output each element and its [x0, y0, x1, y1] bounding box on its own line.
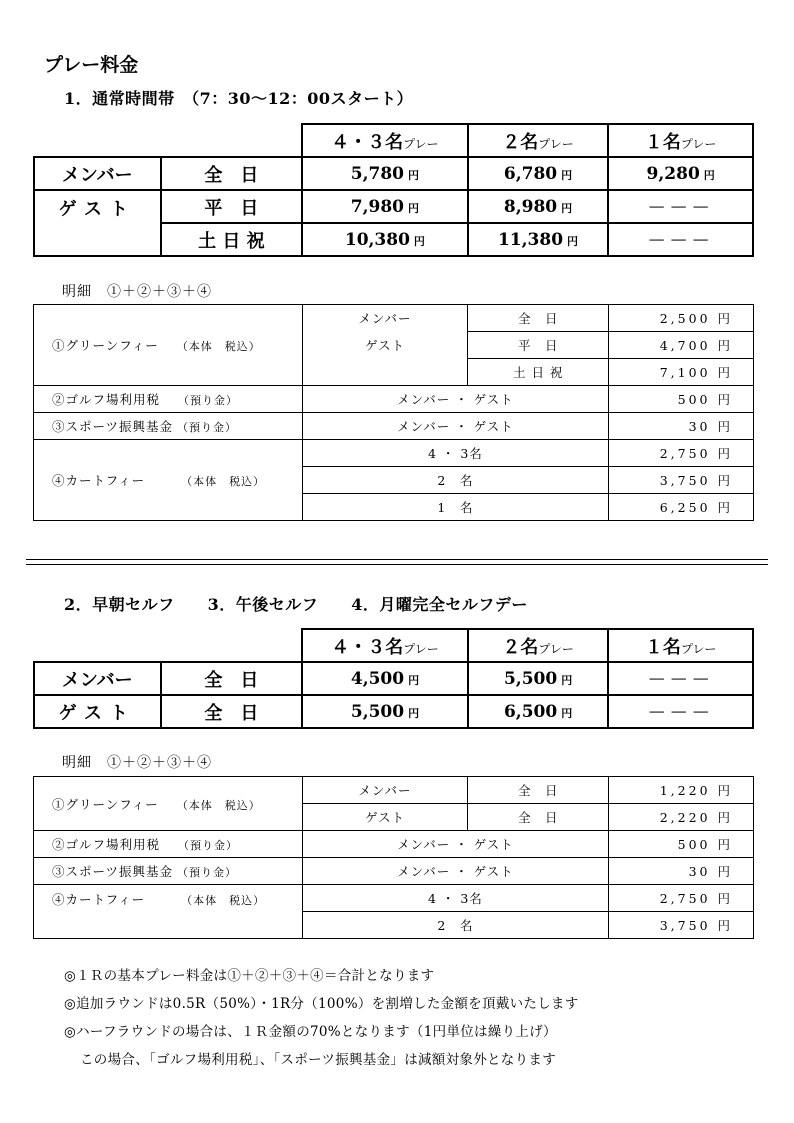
detail-label: 明細 ①＋②＋③＋④	[62, 284, 212, 300]
cell-text: （預り金）	[178, 394, 239, 407]
divider	[26, 559, 768, 560]
cell-text: ②ゴルフ場利用税	[52, 392, 161, 407]
table-cell: 4 ・ 3名	[302, 440, 608, 467]
table-cell	[34, 124, 161, 157]
cell-text: （本体 税込）	[176, 798, 261, 812]
cell-text: 5,780	[350, 163, 404, 184]
table-cell	[302, 629, 468, 662]
table-cell: 6,250 円	[609, 494, 754, 521]
cell-text: 円	[561, 673, 573, 687]
cell-text: （本体 税込）	[176, 340, 261, 353]
cell-text: 円	[408, 673, 420, 687]
cell-text: ２名	[502, 131, 539, 153]
table-cell: 1,220 円	[609, 777, 754, 804]
note-4: この場合、「ゴルフ場利用税」、「スポーツ振興基金」は減額対象外となります	[80, 1052, 557, 1068]
cell-text: （本体 税込）	[181, 475, 266, 488]
cell-text: （預り金）	[178, 839, 239, 852]
cell-text: ③スポーツ振興基金	[52, 864, 174, 879]
table-cell	[302, 223, 468, 256]
table-cell: 4,700 円	[609, 332, 754, 359]
cell-text: 6,780	[503, 163, 558, 184]
divider	[26, 564, 768, 565]
cell-text: プレー	[538, 136, 574, 151]
cell-text: ③スポーツ振興基金	[52, 419, 174, 434]
cell-text: 8,980	[503, 196, 558, 217]
header-2	[468, 124, 609, 157]
section1-price-table	[33, 123, 754, 257]
cell-text: （本体 税込）	[181, 894, 266, 907]
table-cell: 1 名	[302, 494, 608, 521]
cell-text: １名	[644, 131, 681, 153]
cell-text: プレー	[680, 136, 717, 151]
table-cell: ゲスト	[302, 332, 468, 386]
table-cell	[302, 662, 468, 695]
table-cell	[34, 305, 303, 386]
table-cell: 7,100 円	[609, 359, 754, 386]
table-cell	[608, 629, 753, 662]
cell-text: ④カートフィー	[52, 473, 146, 488]
guest-label: ゲスト	[34, 190, 161, 256]
table-cell: 30 円	[609, 858, 754, 885]
cell-text: ④カートフィー	[52, 892, 146, 907]
cell-text: 円	[703, 168, 715, 182]
table-cell	[468, 190, 609, 223]
cell-text: ２名	[502, 636, 539, 658]
cell-text: 円	[561, 168, 573, 182]
table-cell	[34, 777, 303, 831]
table-cell: メンバー ・ ゲスト	[302, 386, 608, 413]
table-cell	[468, 157, 609, 190]
cell-text: 4,500	[350, 668, 405, 689]
table-cell: 500 円	[609, 386, 754, 413]
table-cell: －－－	[608, 662, 753, 695]
table-cell	[161, 124, 303, 157]
header-1	[608, 124, 753, 157]
cell-text: 5,500	[350, 701, 405, 722]
cell-text: 11,380	[497, 229, 564, 250]
table-cell	[34, 831, 303, 858]
cell-text: 円	[408, 168, 419, 182]
table-cell: 全 日	[161, 695, 303, 728]
cell-text: プレー	[538, 641, 574, 656]
cell-text: プレー	[403, 641, 439, 656]
table-cell	[34, 386, 303, 413]
table-cell	[468, 662, 609, 695]
table-cell: 4 ・ 3名	[302, 885, 608, 912]
table-cell: 全 日	[468, 804, 609, 831]
table-cell	[302, 157, 468, 190]
table-cell: メンバー	[302, 777, 468, 804]
table-cell: ゲスト	[302, 804, 468, 831]
note-2: ◎追加ラウンドは0.5R（50%）・1R分（100%）を割増した金額を頂戴いたします	[64, 996, 579, 1012]
table-cell	[34, 440, 303, 521]
table-cell: －－－	[608, 695, 753, 728]
table-cell: ゲスト	[34, 695, 161, 728]
table-cell	[34, 629, 161, 662]
table-cell: 2,220 円	[609, 804, 754, 831]
table-cell: 3,750 円	[609, 912, 754, 939]
table-cell	[34, 885, 303, 939]
table-cell: 全 日	[161, 662, 303, 695]
table-cell: 平 日	[468, 332, 609, 359]
table-cell	[468, 695, 609, 728]
header-4-3	[302, 124, 468, 157]
table-cell: 土 日 祝	[468, 359, 609, 386]
table-cell: 2,750 円	[609, 440, 754, 467]
note-1: ◎１Ｒの基本プレー料金は①＋②＋③＋④＝合計となります	[64, 968, 435, 984]
table-cell: 2 名	[302, 467, 608, 494]
cell-text: ４・３名	[331, 131, 404, 153]
cell-text: 円	[413, 234, 425, 248]
cell-text: １名	[644, 636, 681, 658]
cell-text: 10,380	[344, 229, 410, 250]
cell-text: 円	[408, 706, 420, 720]
table-cell	[468, 223, 609, 256]
table-cell: メンバー	[302, 305, 468, 332]
cell-text: （預り金）	[177, 421, 238, 434]
page-title: プレー料金	[44, 54, 139, 76]
table-cell: 土 日 祝	[161, 223, 303, 256]
cell-text: （預り金）	[177, 866, 238, 879]
member-label: メンバー	[34, 157, 161, 190]
cell-text: ①グリーンフィー	[52, 338, 159, 353]
cell-text: 円	[567, 234, 579, 248]
table-cell: 500 円	[609, 831, 754, 858]
table-cell: 平 日	[161, 190, 303, 223]
note-3: ◎ハーフラウンドの場合は、１Ｒ金額の70%となります（1円単位は繰り上げ）	[64, 1024, 557, 1040]
table-cell: 30 円	[609, 413, 754, 440]
table-cell	[34, 413, 303, 440]
section2-heading: 2．早朝セルフ 3．午後セルフ 4．月曜完全セルフデー	[64, 595, 528, 614]
cell-text: ４・３名	[331, 636, 404, 658]
table-cell: メンバー ・ ゲスト	[302, 858, 608, 885]
table-cell: メンバー ・ ゲスト	[302, 413, 608, 440]
table-cell	[161, 629, 303, 662]
table-cell: 全 日	[161, 157, 303, 190]
table-cell: メンバー	[34, 662, 161, 695]
cell-text: 円	[408, 201, 419, 215]
cell-text: 7,980	[350, 196, 404, 217]
table-cell	[302, 190, 468, 223]
section1-detail-table	[33, 304, 754, 521]
cell-text: 円	[561, 201, 573, 215]
table-cell: －－－	[608, 223, 753, 256]
cell-text: 6,500	[503, 701, 558, 722]
table-cell: －－－	[608, 190, 753, 223]
table-cell	[468, 629, 609, 662]
section2-price-table	[33, 628, 754, 729]
section1-heading: 1．通常時間帯 （7：30～12：00スタート）	[64, 89, 414, 108]
table-cell	[302, 695, 468, 728]
table-cell: 2,750 円	[609, 885, 754, 912]
cell-text: 9,280	[646, 163, 700, 184]
cell-text: ①グリーンフィー	[52, 796, 159, 812]
table-cell: 3,750 円	[609, 467, 754, 494]
section2-detail-table	[33, 776, 754, 939]
cell-text: ②ゴルフ場利用税	[52, 837, 161, 852]
cell-text: プレー	[403, 136, 439, 151]
table-cell	[608, 157, 753, 190]
table-cell: 全 日	[468, 305, 609, 332]
cell-text: プレー	[680, 641, 717, 656]
table-cell: 2 名	[302, 912, 608, 939]
table-cell: メンバー ・ ゲスト	[302, 831, 608, 858]
table-cell: 2,500 円	[609, 305, 754, 332]
detail-label-2: 明細 ①＋②＋③＋④	[62, 755, 212, 771]
cell-text: 円	[561, 706, 573, 720]
table-cell	[34, 858, 303, 885]
cell-text: 5,500	[503, 668, 558, 689]
table-cell: 全 日	[468, 777, 609, 804]
